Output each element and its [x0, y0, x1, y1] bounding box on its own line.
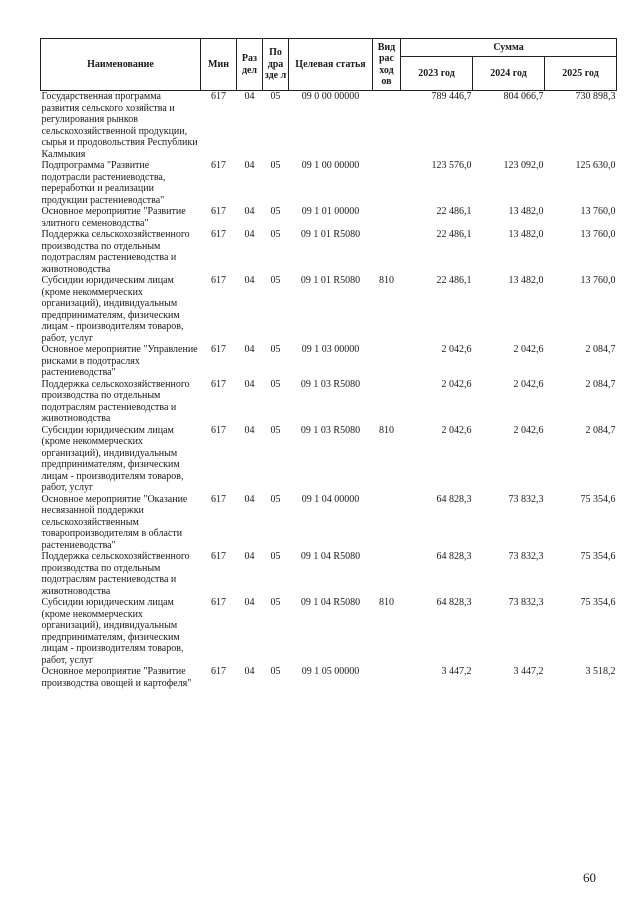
cell-expense-type [373, 344, 401, 379]
cell-expense-type [373, 229, 401, 275]
header-podrazdel: По дра зде л [263, 39, 289, 91]
cell-min: 617 [211, 206, 226, 217]
cell-razdel: 04 [244, 378, 255, 390]
cell-name: Субсидии юридическим лицам (кроме некоммерческих организаций), индивидуальным предпринимателям, физическим лицам - производителям товаров, работ, услуг [41, 424, 184, 493]
cell-name: Поддержка сельскохозяйственного производства по отдельным подотраслям растениеводства и животноводства [41, 378, 190, 424]
cell-razdel: 04 [244, 424, 255, 436]
cell-target-article: 09 1 01 R5080 [300, 275, 361, 286]
cell-podrazdel: 05 [270, 493, 281, 505]
cell-expense-type [373, 551, 401, 597]
header-year-2023: 2023 год [401, 57, 473, 91]
cell-target-article: 09 1 01 R5080 [300, 229, 361, 240]
cell-expense-type [373, 494, 401, 552]
table-row [41, 425, 617, 494]
cell-podrazdel: 05 [270, 378, 281, 390]
cell-sum-2025: 2 084,7 [585, 424, 616, 436]
table-row [41, 666, 617, 689]
cell-podrazdel: 05 [270, 424, 281, 436]
cell-podrazdel: 05 [270, 597, 281, 608]
cell-target-article: 09 1 01 00000 [301, 206, 360, 217]
cell-expense-type [373, 160, 401, 206]
cell-target-article: 09 1 03 R5080 [300, 424, 361, 436]
cell-razdel: 04 [244, 597, 255, 608]
header-year-2024: 2024 год [473, 57, 545, 91]
cell-razdel: 04 [244, 91, 255, 102]
cell-razdel: 04 [244, 229, 255, 240]
cell-podrazdel: 05 [270, 91, 281, 102]
header-min: Мин [201, 39, 237, 91]
cell-razdel: 04 [244, 344, 255, 355]
cell-name: Субсидии юридическим лицам (кроме некоммерческих организаций), индивидуальным предпринимателям, физическим лицам - производителям товаров, работ, услуг [41, 275, 184, 344]
table-row [41, 160, 617, 206]
cell-sum-2024: 804 066,7 [503, 91, 544, 102]
cell-expense-type: 810 [379, 275, 394, 286]
cell-expense-type [373, 206, 401, 229]
table-row [41, 597, 617, 666]
cell-sum-2023: 22 486,1 [436, 229, 472, 240]
cell-razdel: 04 [244, 275, 255, 286]
cell-sum-2025: 125 630,0 [575, 160, 616, 171]
table-row [41, 91, 617, 161]
cell-sum-2024: 13 482,0 [508, 229, 544, 240]
table-row [41, 344, 617, 379]
cell-min: 617 [211, 91, 226, 102]
cell-name: Подпрограмма "Развитие подотрасли растениеводства, переработки и реализации продукции растениеводства" [41, 160, 166, 206]
cell-sum-2025: 3 518,2 [585, 666, 616, 677]
cell-sum-2025: 2 084,7 [585, 378, 616, 390]
cell-sum-2024: 2 042,6 [513, 378, 544, 390]
cell-podrazdel: 05 [270, 666, 281, 677]
cell-podrazdel: 05 [270, 551, 281, 562]
cell-sum-2024: 13 482,0 [508, 275, 544, 286]
cell-sum-2023: 3 447,2 [441, 666, 472, 677]
table-row [41, 206, 617, 229]
table-row [41, 275, 617, 344]
cell-sum-2023: 64 828,3 [436, 597, 472, 608]
cell-sum-2024: 13 482,0 [508, 206, 544, 217]
cell-sum-2023: 123 576,0 [431, 160, 472, 171]
cell-name: Поддержка сельскохозяйственного производства по отдельным подотраслям растениеводства и животноводства [41, 551, 190, 597]
cell-razdel: 04 [244, 493, 255, 505]
cell-sum-2025: 13 760,0 [580, 206, 616, 217]
cell-min: 617 [211, 378, 226, 390]
cell-name: Государственная программа развития сельского хозяйства и регулирования рынков сельскохозяйственной продукции, сырья и продовольствия Республики Калмыкия [41, 91, 198, 160]
header-year-2025: 2025 год [545, 57, 617, 91]
cell-target-article: 09 0 00 00000 [301, 91, 360, 102]
cell-name: Основное мероприятие "Развитие элитного семеноводства" [41, 206, 186, 229]
cell-sum-2024: 2 042,6 [513, 424, 544, 436]
cell-name: Субсидии юридическим лицам (кроме некоммерческих организаций), индивидуальным предпринимателям, физическим лицам - производителям товаров, работ, услуг [41, 597, 184, 666]
cell-expense-type [373, 379, 401, 425]
header-target-article: Целевая статья [289, 39, 373, 91]
cell-razdel: 04 [244, 160, 255, 171]
cell-sum-2025: 75 354,6 [580, 493, 616, 505]
cell-expense-type: 810 [379, 424, 394, 436]
cell-target-article: 09 1 04 00000 [301, 493, 360, 505]
cell-razdel: 04 [244, 666, 255, 677]
cell-sum-2023: 789 446,7 [431, 91, 472, 102]
cell-sum-2024: 73 832,3 [508, 493, 544, 505]
cell-target-article: 09 1 04 R5080 [300, 551, 361, 562]
cell-name: Основное мероприятие "Управление рисками в подотраслях растениеводства" [41, 344, 198, 378]
header-name: Наименование [41, 39, 201, 91]
cell-sum-2023: 64 828,3 [436, 493, 472, 505]
cell-razdel: 04 [244, 206, 255, 217]
budget-table [40, 38, 617, 689]
cell-sum-2024: 123 092,0 [503, 160, 544, 171]
cell-min: 617 [211, 551, 226, 562]
cell-sum-2023: 64 828,3 [436, 551, 472, 562]
cell-min: 617 [211, 597, 226, 608]
cell-sum-2025: 75 354,6 [580, 597, 616, 608]
cell-min: 617 [211, 229, 226, 240]
cell-min: 617 [211, 275, 226, 286]
cell-sum-2024: 73 832,3 [508, 597, 544, 608]
cell-min: 617 [211, 666, 226, 677]
cell-sum-2023: 2 042,6 [441, 344, 472, 355]
page-number: 60 [583, 870, 596, 885]
cell-sum-2025: 75 354,6 [580, 551, 616, 562]
cell-expense-type [373, 666, 401, 689]
cell-sum-2025: 2 084,7 [585, 344, 616, 355]
cell-min: 617 [211, 160, 226, 171]
cell-sum-2024: 2 042,6 [513, 344, 544, 355]
cell-name: Поддержка сельскохозяйственного производства по отдельным подотраслям растениеводства и животноводства [41, 229, 190, 275]
cell-podrazdel: 05 [270, 229, 281, 240]
table-row [41, 229, 617, 275]
header-razdel: Раз дел [237, 39, 263, 91]
cell-sum-2023: 2 042,6 [441, 424, 472, 436]
cell-target-article: 09 1 03 00000 [301, 344, 360, 355]
cell-sum-2024: 73 832,3 [508, 551, 544, 562]
header-expense-type: Вид рас ход ов [373, 39, 401, 91]
cell-target-article: 09 1 03 R5080 [300, 378, 361, 390]
cell-podrazdel: 05 [270, 344, 281, 355]
cell-min: 617 [211, 344, 226, 355]
cell-name: Основное мероприятие "Оказание несвязанной поддержки сельскохозяйственным товаропроизводителям в области растениеводства" [41, 493, 188, 551]
cell-target-article: 09 1 00 00000 [301, 160, 360, 171]
cell-min: 617 [211, 424, 226, 436]
cell-podrazdel: 05 [270, 275, 281, 286]
cell-sum-2024: 3 447,2 [513, 666, 544, 677]
cell-sum-2025: 13 760,0 [580, 275, 616, 286]
cell-razdel: 04 [244, 551, 255, 562]
table-row [41, 551, 617, 597]
cell-sum-2023: 22 486,1 [436, 275, 472, 286]
table-row [41, 379, 617, 425]
table-row [41, 494, 617, 552]
cell-name: Основное мероприятие "Развитие производства овощей и картофеля" [41, 666, 192, 689]
cell-min: 617 [211, 493, 226, 505]
cell-sum-2025: 730 898,3 [575, 91, 616, 102]
cell-expense-type [373, 91, 401, 161]
cell-target-article: 09 1 04 R5080 [300, 597, 361, 608]
cell-expense-type: 810 [379, 597, 394, 608]
cell-podrazdel: 05 [270, 160, 281, 171]
cell-sum-2023: 2 042,6 [441, 378, 472, 390]
header-sum: Сумма [401, 39, 617, 57]
cell-sum-2025: 13 760,0 [580, 229, 616, 240]
cell-podrazdel: 05 [270, 206, 281, 217]
cell-target-article: 09 1 05 00000 [301, 666, 360, 677]
cell-sum-2023: 22 486,1 [436, 206, 472, 217]
